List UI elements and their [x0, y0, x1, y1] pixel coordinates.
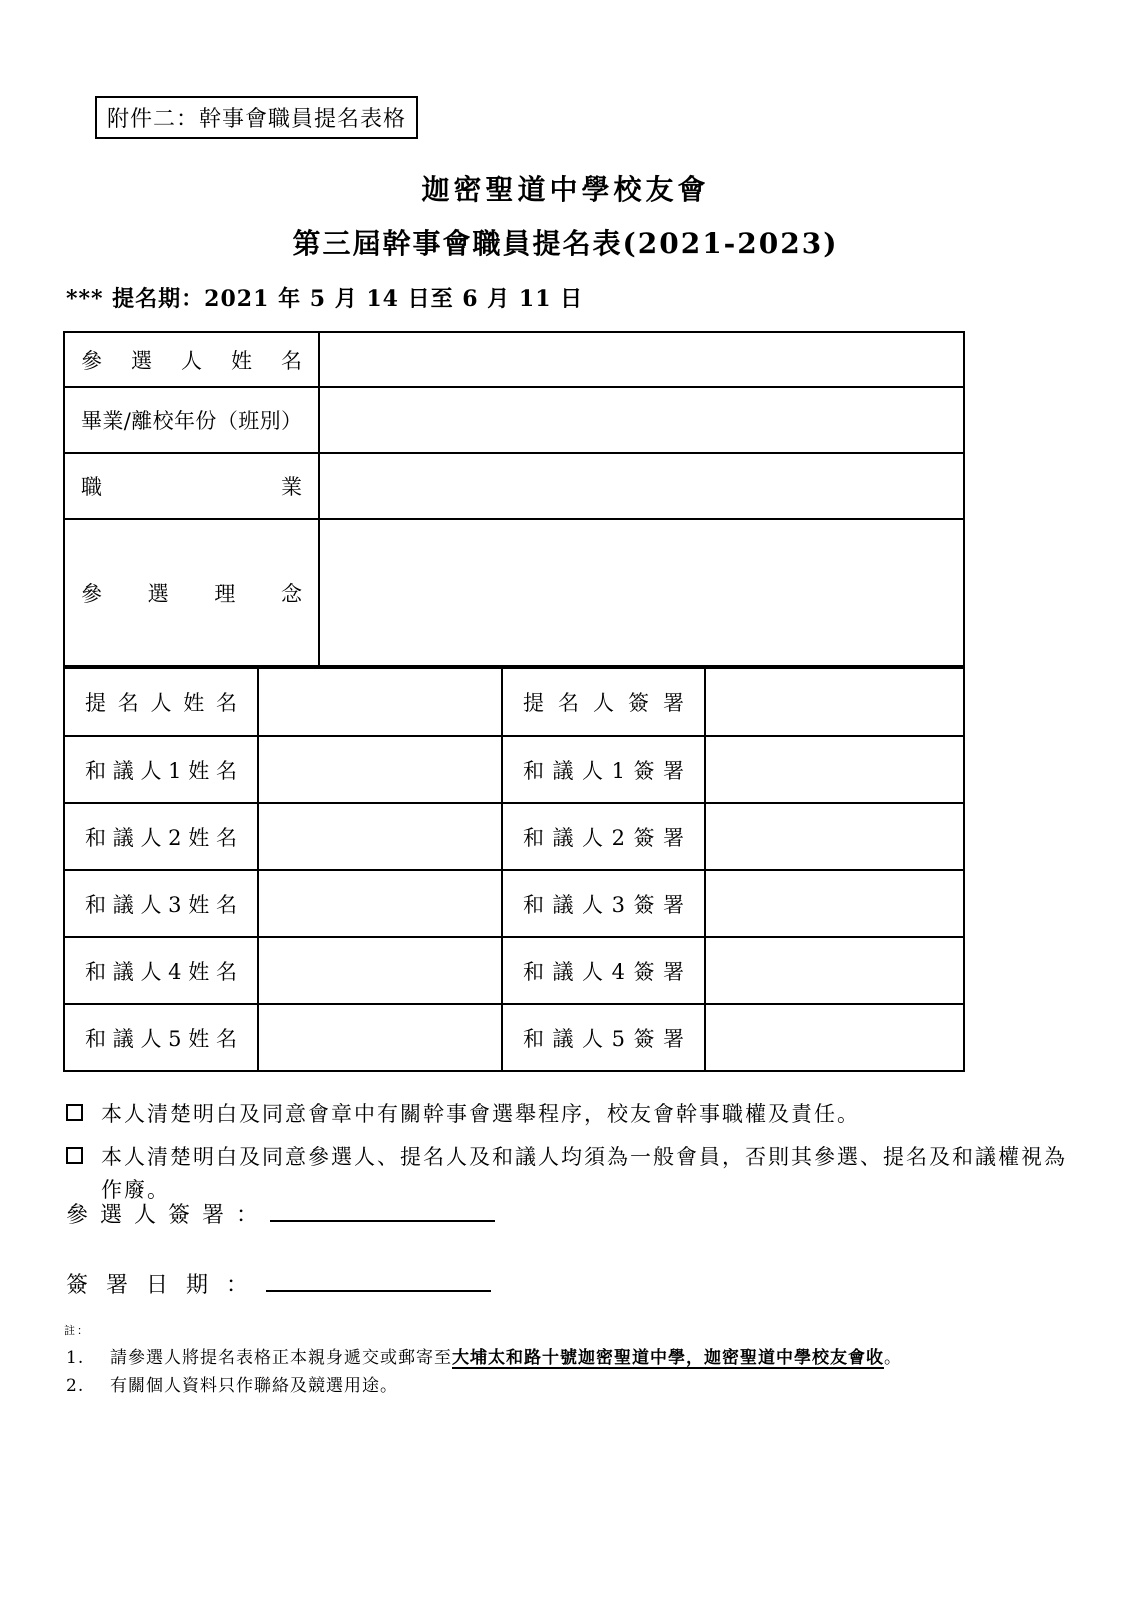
platform-input-cell[interactable] [319, 519, 964, 666]
seconder-1-row [64, 736, 964, 803]
notes-heading: 註： [64, 1324, 90, 1337]
candidate-signature-line[interactable] [270, 1198, 495, 1222]
nominator-table [63, 667, 965, 1072]
candidate-signature-label: 參選人簽署： [66, 1203, 271, 1228]
seconder-1-name-input-cell[interactable] [258, 736, 502, 803]
seconder-1-signature-label: 和議人1簽署 [502, 736, 705, 803]
note-item-2 [66, 1372, 902, 1400]
seconder-4-row [64, 937, 964, 1004]
declaration-1-checkbox[interactable] [66, 1104, 83, 1121]
form-title: 第三屆幹事會職員提名表(2021-2023) [292, 227, 839, 260]
note-2-prefix: 有關個人資料只作聯絡及競選用途。 [110, 1376, 398, 1396]
nominator-name-label: 提名人姓名 [64, 668, 258, 736]
declaration-1-text: 本人清楚明白及同意會章中有關幹事會選舉程序，校友會幹事職權及責任。 [101, 1102, 860, 1126]
nominator-signature-label: 提名人簽署 [502, 668, 705, 736]
candidate-signature-row [66, 1198, 495, 1229]
note-1-number: 1. [66, 1348, 85, 1368]
candidate-info-table [63, 331, 965, 667]
notes-section [66, 1344, 902, 1400]
seconder-3-name-label: 和議人3姓名 [64, 870, 258, 937]
nominator-row [64, 668, 964, 736]
declaration-2-text: 本人清楚明白及同意參選人、提名人及和議人均須為一般會員，否則其參選、提名及和議權視為作廢。 [101, 1145, 1067, 1202]
seconder-1-name-label: 和議人1姓名 [64, 736, 258, 803]
seconder-2-signature-input-cell[interactable] [705, 803, 964, 870]
note-1-prefix: 請參選人將提名表格正本親身遞交或郵寄至 [110, 1348, 452, 1368]
declaration-item-1 [66, 1098, 860, 1131]
note-1-suffix: 。 [884, 1348, 902, 1368]
signature-date-line[interactable] [266, 1268, 491, 1292]
seconder-1-signature-input-cell[interactable] [705, 736, 964, 803]
seconder-5-signature-label: 和議人5簽署 [502, 1004, 705, 1071]
seconder-4-name-input-cell[interactable] [258, 937, 502, 1004]
note-1-text [110, 1344, 902, 1372]
graduation-year-label: 畢業/離校年份（班別） [64, 387, 319, 453]
declaration-2-checkbox[interactable] [66, 1147, 83, 1164]
note-item-1 [66, 1344, 902, 1372]
candidate-name-input-cell[interactable] [319, 332, 964, 387]
nominator-signature-input-cell[interactable] [705, 668, 964, 736]
appendix-label: 附件二：幹事會職員提名表格 [107, 107, 407, 132]
candidate-name-row [64, 332, 964, 387]
note-2-text [110, 1372, 398, 1400]
signature-date-label: 簽署日期： [66, 1273, 267, 1298]
appendix-label-box [95, 96, 418, 139]
graduation-year-row [64, 387, 964, 453]
seconder-4-signature-label: 和議人4簽署 [502, 937, 705, 1004]
seconder-5-row [64, 1004, 964, 1071]
seconder-5-name-input-cell[interactable] [258, 1004, 502, 1071]
graduation-year-input-cell[interactable] [319, 387, 964, 453]
platform-row [64, 519, 964, 666]
occupation-label: 職業 [64, 453, 319, 519]
seconder-4-signature-input-cell[interactable] [705, 937, 964, 1004]
seconder-5-name-label: 和議人5姓名 [64, 1004, 258, 1071]
seconder-3-signature-input-cell[interactable] [705, 870, 964, 937]
seconder-2-name-label: 和議人2姓名 [64, 803, 258, 870]
note-2-number: 2. [66, 1376, 85, 1396]
seconder-2-name-input-cell[interactable] [258, 803, 502, 870]
nominator-name-input-cell[interactable] [258, 668, 502, 736]
nomination-period: *** 提名期：2021 年 5 月 14 日至 6 月 11 日 [66, 286, 584, 312]
signature-date-row [66, 1268, 491, 1299]
association-title: 迦密聖道中學校友會 [421, 173, 710, 206]
platform-label: 參選理念 [64, 519, 319, 666]
note-1-address-emphasis: 大埔太和路十號迦密聖道中學，迦密聖道中學校友會收 [452, 1348, 884, 1368]
candidate-name-label: 參選人姓名 [64, 332, 319, 387]
seconder-4-name-label: 和議人4姓名 [64, 937, 258, 1004]
occupation-row [64, 453, 964, 519]
seconder-5-signature-input-cell[interactable] [705, 1004, 964, 1071]
seconder-2-signature-label: 和議人2簽署 [502, 803, 705, 870]
seconder-2-row [64, 803, 964, 870]
occupation-input-cell[interactable] [319, 453, 964, 519]
seconder-3-row [64, 870, 964, 937]
seconder-3-name-input-cell[interactable] [258, 870, 502, 937]
seconder-3-signature-label: 和議人3簽署 [502, 870, 705, 937]
